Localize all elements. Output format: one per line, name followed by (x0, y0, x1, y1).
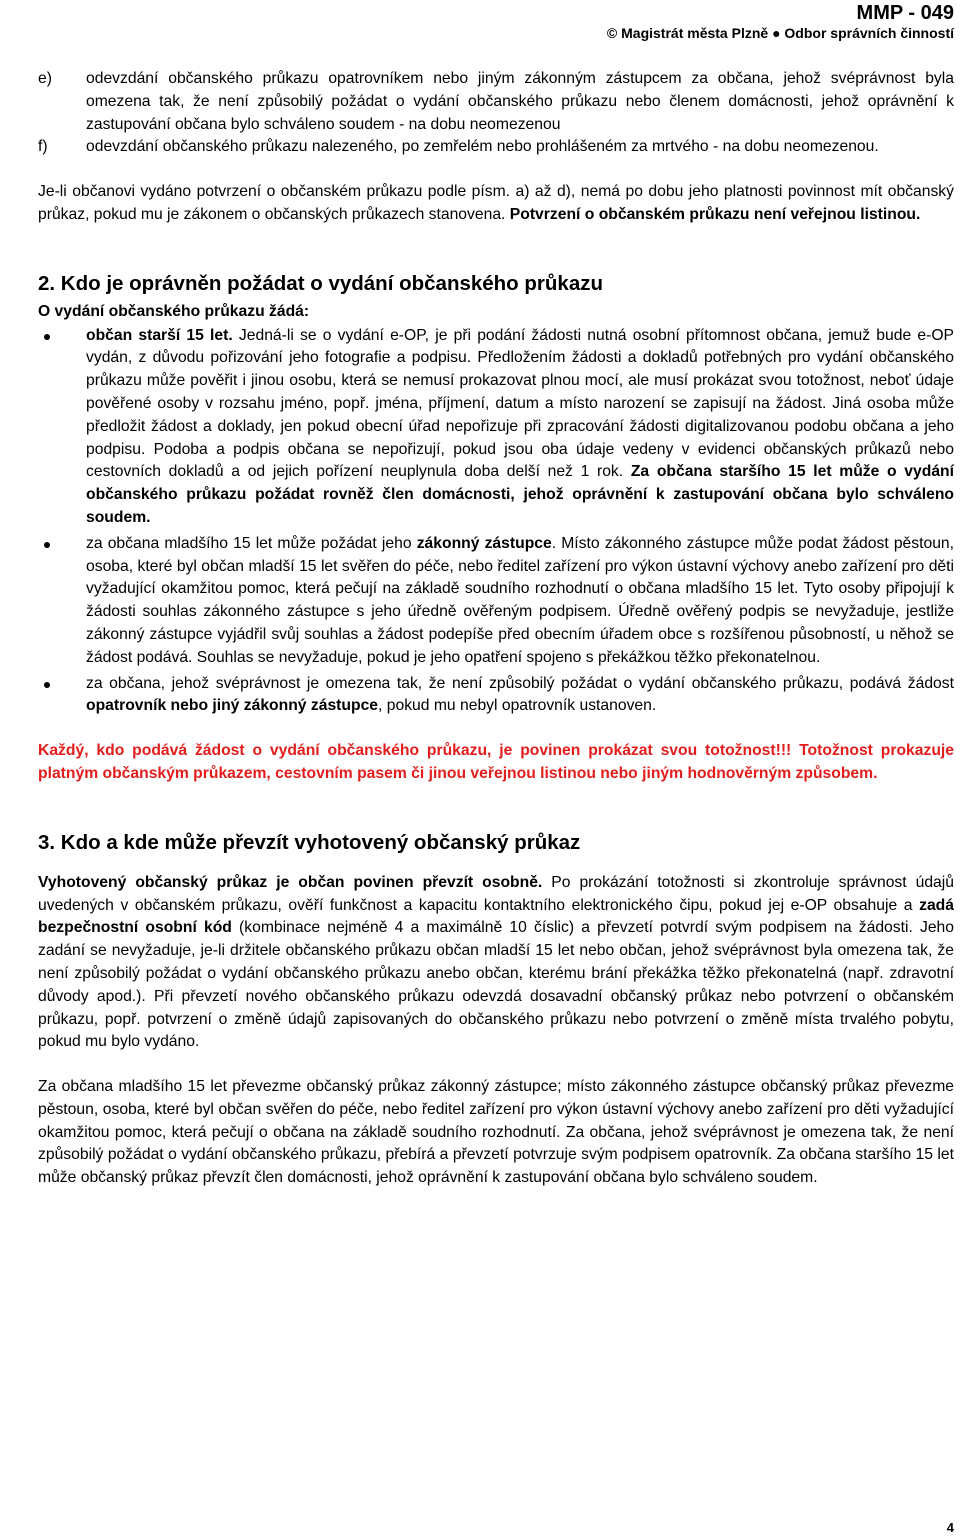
bullet-item (38, 673, 954, 719)
list-item-label: e) (38, 70, 52, 87)
run: zákonný zástupce (416, 534, 552, 552)
run: , pokud mu nebyl opatrovník ustanoven. (378, 697, 657, 715)
document-body (38, 68, 954, 1190)
page-header (607, 2, 954, 42)
run: občan starší 15 let. (86, 326, 233, 344)
bullet-dot-icon (44, 334, 50, 340)
confirmation-text: Je-li občanovi vydáno potvrzení o občanském průkazu podle písm. a) až d), nemá po dobu jeho platnosti povinnost mít občanský průkaz, pokud mu je zákonem o občanských průkazech stanovena. (38, 183, 954, 223)
bullet-dot-icon (44, 542, 50, 548)
run: opatrovník nebo jiný zákonný zástupce (86, 697, 379, 715)
section-2-heading: 2. Kdo je oprávněn požádat o vydání občanského průkazu (38, 271, 604, 295)
list-item-label: f) (38, 138, 48, 156)
list-item (38, 136, 954, 159)
list-item-text: odevzdání občanského průkazu opatrovníkem nebo jiným zákonným zástupcem za občana, jehož svéprávnost byla omezena tak, že není způsobilý požádat o vydání občanského průkazu nebo členem domácnosti, jehož oprávnění k zastupování občana bylo schváleno soudem - na dobu neomezenou (86, 70, 954, 133)
run: (kombinace nejméně 4 a maximálně 10 číslic) a převzetí potvrdí svým podpisem na žádosti. Jeho zadání se nevyžaduje, je-li držitele občanského průkazu občan mladší 15 let nebo občan, jehož svéprávnost byla omezena tak, že není způsobilý požádat o vydání občanského průkazu anebo občan, kterému brání překážka těžko překonatelná (např. zdravotní důvody apod.). Při převzetí nového občanského průkazu odevzdá dosavadní občanský průkaz nebo potvrzení o občanském průkazu, popř. potvrzení o změně údajů zapisovaných do občanského průkazu nebo potvrzení o změně místa trvalého pobytu, pokud mu bylo vydáno. (38, 919, 955, 1051)
confirmation-bold-text: Potvrzení o občanském průkazu není veřejnou listinou. (509, 205, 921, 223)
identity-warning: Každý, kdo podává žádost o vydání občanského průkazu, je povinen prokázat svou totožnost!!! Totožnost prokazuje platným občanským průkazem, cestovním pasem či jinou veřejnou listinou nebo jiným hodnověrným způsobem. (38, 742, 954, 782)
run: za občana, jehož svéprávnost je omezena tak, že není způsobilý požádat o vydání občanského průkazu, podává žádost (86, 674, 954, 692)
handover-paragraph (38, 872, 954, 1054)
section-2-subheading: O vydání občanského průkazu žádá: (38, 302, 310, 320)
run: Po prokázání totožnosti si zkontroluje správnost údajů uvedených v občanském průkazu, ověří funkčnost a kapacitu kontaktního elektronického čipu, pokud jej e-OP obsahuje a (38, 873, 954, 914)
department-line: © Magistrát města Plzně ● Odbor správních činností (606, 25, 954, 41)
confirmation-paragraph (38, 181, 954, 227)
bullet-item (38, 533, 954, 670)
run: . Místo zákonného zástupce může podat žádost pěstoun, osoba, které byl občan mladší 15 let svěřen do péče, nebo ředitel zařízení pro výkon ústavní výchovy anebo zařízení pro děti vyžadující okamžitou pomoc, která pečují na základě soudního rozhodnutí o občana mladšího 15 let. Tyto osoby připojují k žádosti souhlas zákonného zástupce s jeho úředně ověřeným podpisem. Úředně ověřený podpis se nevyžaduje, jestliže zákonný zástupce vyjádřil svůj souhlas a žádost podepíše před obecním úřadem obce s rozšířenou působností, u něhož se žádost podává. Souhlas se nevyžaduje, pokud je jeho opatření spojeno s překážkou těžko překonatelnou. (86, 534, 955, 666)
run: za občana mladšího 15 let může požádat jeho (86, 534, 417, 552)
run: Vyhotovený občanský průkaz je občan povinen převzít osobně. (38, 873, 543, 891)
run: Za občana staršího 15 let může o vydání občanského průkazu požádat rovněž člen domácnosti, jehož oprávnění k zastupování občana bylo schváleno soudem. (86, 463, 954, 526)
bullet-item (38, 325, 954, 530)
list-item (38, 68, 954, 136)
run: Jedná-li se o vydání e-OP, je při podání žádosti nutná osobní přítomnost občana, jemuž bude e-OP vydán, z důvodu pořizování jeho fotografie a podpisu. Předložením žádosti a dokladů potřebných pro vydání občanského průkazu může pověřit i jinou osobu, která se nemusí prokazovat plnou mocí, ale musí prokázat svou totožnost, neboť údaje pověřené osoby v rozsahu jméno, popř. jména, příjmení, datum a místo narození se zapisují na žádost. Jiná osoba může předložit žádost a doklady, jen pokud obecní úřad nepořizuje při zpracování žádosti digitalizovanou podobu občana a jeho podpisu. Podoba a podpis občana se nepořizují, pokud jsou oba údaje vedeny v evidenci občanských průkazů nebo cestovních dokladů a od jejich pořízení neuplynula doba delší než 1 rok. (86, 326, 954, 481)
list-item-text: odevzdání občanského průkazu nalezeného, po zemřelém nebo prohlášeném za mrtvého - na dobu neomezenou. (86, 138, 879, 156)
section-3-heading: 3. Kdo a kde může převzít vyhotovený občanský průkaz (38, 830, 581, 854)
bullet-dot-icon (44, 682, 50, 688)
page-number: 4 (946, 1520, 954, 1535)
document-code: MMP - 049 (856, 2, 954, 24)
run: zadá bezpečnostní osobní kód (38, 896, 954, 937)
minor-handover-paragraph: Za občana mladšího 15 let převezme občanský průkaz zákonný zástupce; místo zákonného zástupce občanský průkaz převezme pěstoun, osoba, které byl občan svěřen do péče, nebo ředitel zařízení pro výkon ústavní výchovy anebo zařízení pro děti vyžadující okamžitou pomoc, která pečují o občana na základě soudního rozhodnutí. Za občana, jehož svéprávnost je omezena tak, že není způsobilý požádat o vydání občanského průkazu, přebírá a převzetí potvrzuje svým podpisem opatrovník. Za občana staršího 15 let může občanský průkaz převzít člen domácnosti, jehož oprávnění k zastupování občana bylo schváleno soudem. (38, 1078, 954, 1187)
